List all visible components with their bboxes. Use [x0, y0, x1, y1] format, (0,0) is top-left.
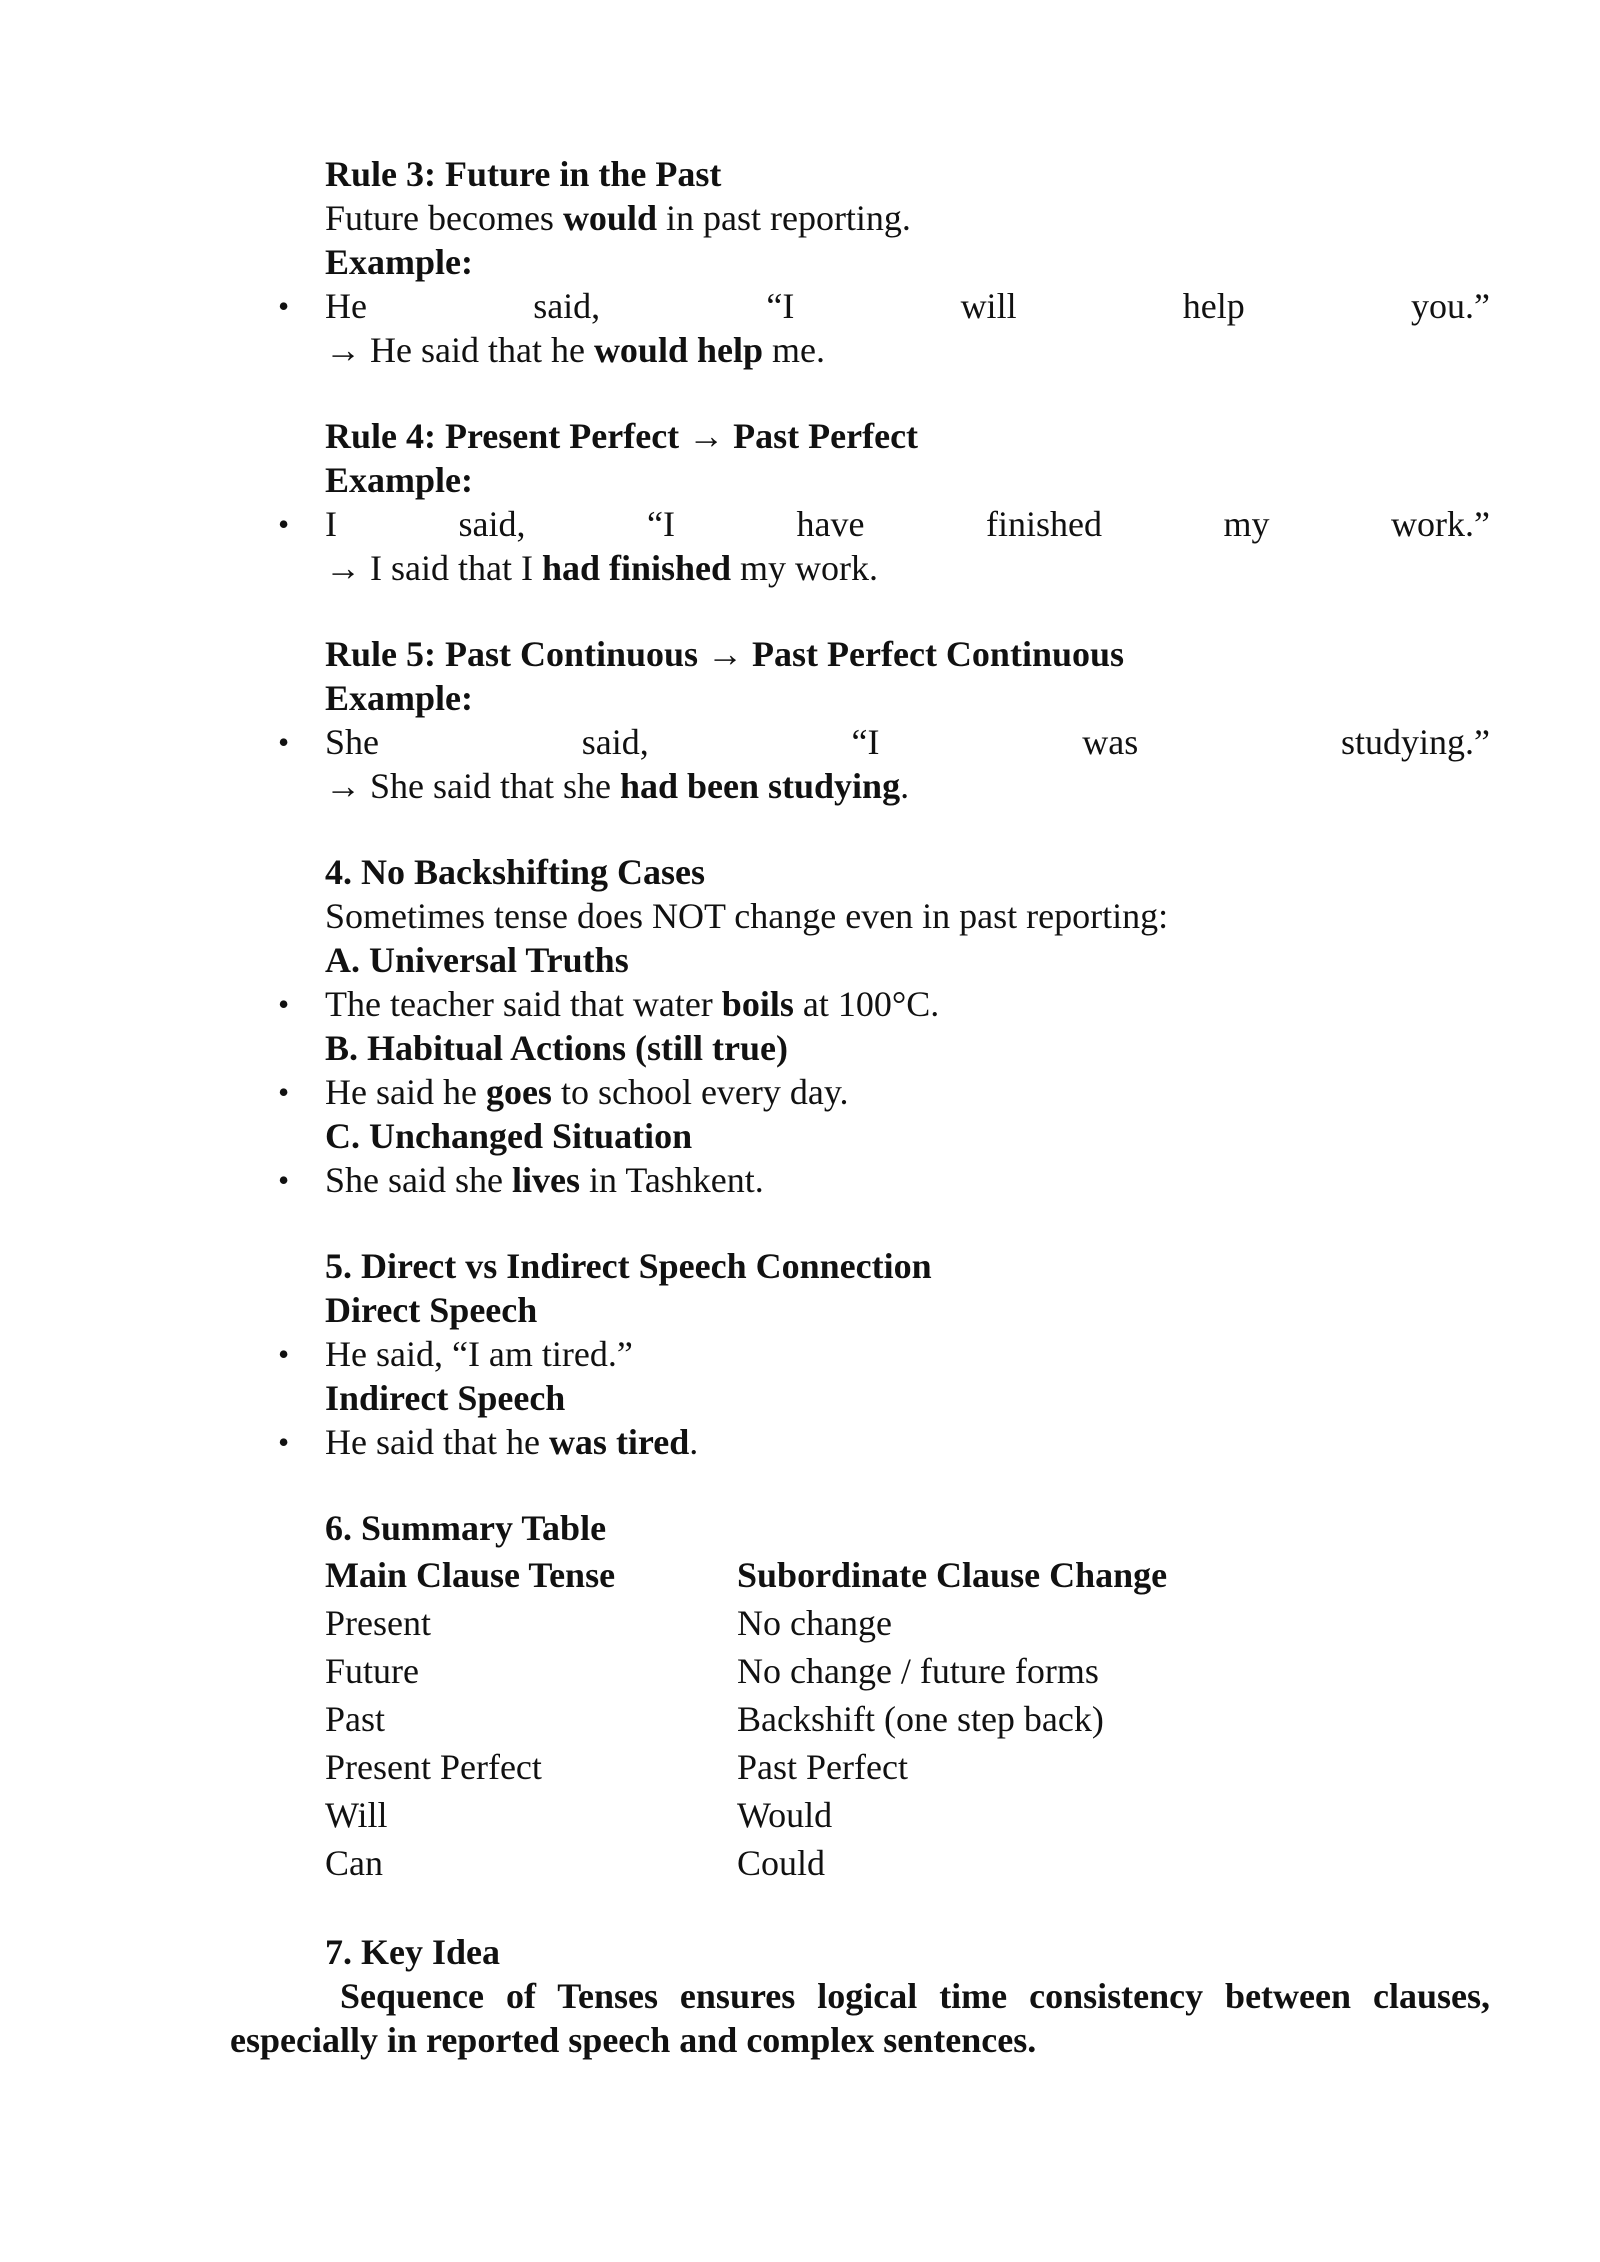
bullet: • — [278, 1162, 290, 1198]
rule3-indirect-sentence: → He said that he would help me. — [325, 330, 825, 370]
rule4-title: Rule 4: Present Perfect → Past Perfect — [325, 416, 919, 456]
table-cell: Future — [325, 1651, 419, 1691]
table-cell: Can — [325, 1843, 383, 1883]
bullet: • — [278, 1424, 290, 1460]
table-cell: Could — [737, 1843, 826, 1883]
bullet: • — [278, 1074, 290, 1110]
bullet: • — [278, 724, 290, 760]
rule3-direct-sentence: He said, “I will help you.” — [325, 286, 1490, 326]
section4-a-title: A. Universal Truths — [325, 940, 629, 980]
table-header-cell: Subordinate Clause Change — [737, 1555, 1168, 1595]
bullet: • — [278, 986, 290, 1022]
rule3-title: Rule 3: Future in the Past — [325, 154, 722, 194]
table-cell: Past — [325, 1699, 386, 1739]
section5-indirect-item: He said that he was tired. — [325, 1422, 699, 1462]
section4-c-item: She said she lives in Tashkent. — [325, 1160, 764, 1200]
rule4-direct-sentence: I said, “I have finished my work.” — [325, 504, 1490, 544]
table-cell: Backshift (one step back) — [737, 1699, 1104, 1739]
table-cell: Present — [325, 1603, 431, 1643]
section4-title: 4. No Backshifting Cases — [325, 852, 706, 892]
section4-intro: Sometimes tense does NOT change even in past reporting: — [325, 896, 1169, 936]
section4-b-title: B. Habitual Actions (still true) — [325, 1028, 789, 1068]
key-idea-text: Sequence of Tenses ensures logical time consistency between clauses, especially in reported speech and complex sentences. — [230, 1976, 1490, 2060]
section4-c-title: C. Unchanged Situation — [325, 1116, 693, 1156]
bullet: • — [278, 288, 290, 324]
rule4-indirect-sentence: → I said that I had finished my work. — [325, 548, 879, 588]
rule5-example-label: Example: — [325, 678, 473, 718]
rule4-example-label: Example: — [325, 460, 473, 500]
bullet: • — [278, 506, 290, 542]
rule5-indirect-sentence: → She said that she had been studying. — [325, 766, 910, 806]
table-cell: No change — [737, 1603, 892, 1643]
bullet: • — [278, 1336, 290, 1372]
section4-b-item: He said he goes to school every day. — [325, 1072, 849, 1112]
section5-direct-title: Direct Speech — [325, 1290, 538, 1330]
section5-direct-item: He said, “I am tired.” — [325, 1334, 633, 1374]
table-header-cell: Main Clause Tense — [325, 1555, 616, 1595]
rule3-description: Future becomes would in past reporting. — [325, 198, 911, 238]
table-cell: No change / future forms — [737, 1651, 1099, 1691]
rule5-title: Rule 5: Past Continuous → Past Perfect Continuous — [325, 634, 1125, 674]
section5-title: 5. Direct vs Indirect Speech Connection — [325, 1246, 932, 1286]
section6-title: 6. Summary Table — [325, 1508, 607, 1548]
table-cell: Would — [737, 1795, 833, 1835]
section5-indirect-title: Indirect Speech — [325, 1378, 566, 1418]
rule5-direct-sentence: She said, “I was studying.” — [325, 722, 1490, 762]
section4-a-item: The teacher said that water boils at 100°C. — [325, 984, 940, 1024]
section7-title: 7. Key Idea — [325, 1932, 500, 1972]
rule3-example-label: Example: — [325, 242, 473, 282]
table-cell: Present Perfect — [325, 1747, 542, 1787]
table-cell: Past Perfect — [737, 1747, 908, 1787]
table-cell: Will — [325, 1795, 388, 1835]
